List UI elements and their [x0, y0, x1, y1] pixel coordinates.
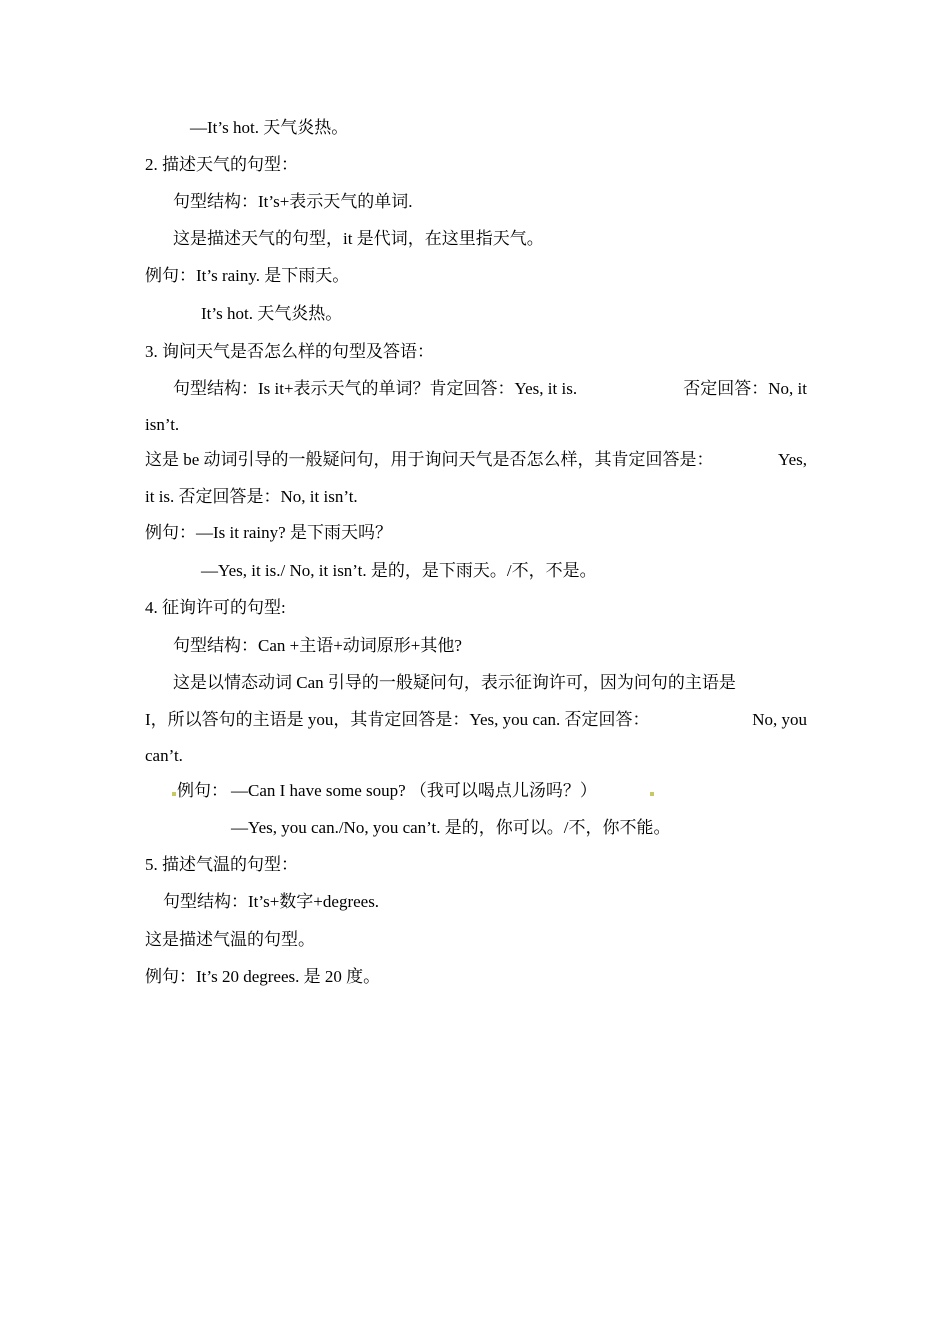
structure-left: 句型结构：Is it+表示天气的单词？肯定回答：Yes, it is.: [173, 379, 578, 398]
example-answer: —Yes, you can./No, you can’t. 是的，你可以。/不，你不能。: [231, 818, 671, 837]
sentence-structure: 句型结构：Can +主语+动词原形+其他?: [173, 636, 462, 655]
marker-dot: [172, 792, 176, 796]
example-question: 例句：—Is it rainy? 是下雨天吗？: [145, 523, 392, 542]
section-4-heading: 4. 征询许可的句型:: [145, 598, 286, 617]
explanation-continuation: it is. 否定回答是：No, it isn’t.: [145, 487, 358, 506]
example-sentence: 例句：It’s 20 degrees. 是 20 度。: [145, 967, 381, 986]
explanation-text: [145, 449, 807, 471]
explanation-left: 这是 be 动词引导的一般疑问句，用于询问天气是否怎么样，其肯定回答是：: [145, 450, 714, 469]
marker-dot: [650, 792, 654, 796]
explanation-text: [145, 709, 807, 731]
structure-continuation: isn’t.: [145, 415, 180, 434]
section-2-heading: 2. 描述天气的句型：: [145, 155, 298, 174]
example-hot-reply: —It’s hot. 天气炎热。: [190, 118, 349, 137]
structure-right: 否定回答：No, it: [683, 379, 807, 398]
explanation-right: Yes,: [778, 450, 807, 469]
explanation-continuation: can’t.: [145, 746, 183, 765]
explanation-text: 这是描述气温的句型。: [145, 930, 315, 949]
explanation-right: No, you: [752, 710, 807, 729]
example-sentence: It’s hot. 天气炎热。: [201, 304, 343, 323]
example-answer: —Yes, it is./ No, it isn’t. 是的，是下雨天。/不，不是。: [201, 561, 597, 580]
example-sentence: 例句：It’s rainy. 是下雨天。: [145, 266, 350, 285]
explanation-left: I，所以答句的主语是 you，其肯定回答是：Yes, you can. 否定回答：: [145, 710, 650, 729]
explanation-text: 这是以情态动词 Can 引导的一般疑问句，表示征询许可，因为问句的主语是: [173, 673, 736, 692]
example-question: —Can I have some soup? （我可以喝点儿汤吗？）: [231, 781, 597, 800]
section-3-heading: 3. 询问天气是否怎么样的句型及答语：: [145, 342, 434, 361]
sentence-structure: [173, 378, 807, 400]
example-label: 例句：: [177, 781, 228, 800]
section-5-heading: 5. 描述气温的句型：: [145, 855, 298, 874]
sentence-structure: 句型结构：It’s+表示天气的单词.: [173, 192, 413, 211]
explanation-text: 这是描述天气的句型，it 是代词，在这里指天气。: [173, 229, 544, 248]
sentence-structure: 句型结构：It’s+数字+degrees.: [163, 892, 380, 911]
